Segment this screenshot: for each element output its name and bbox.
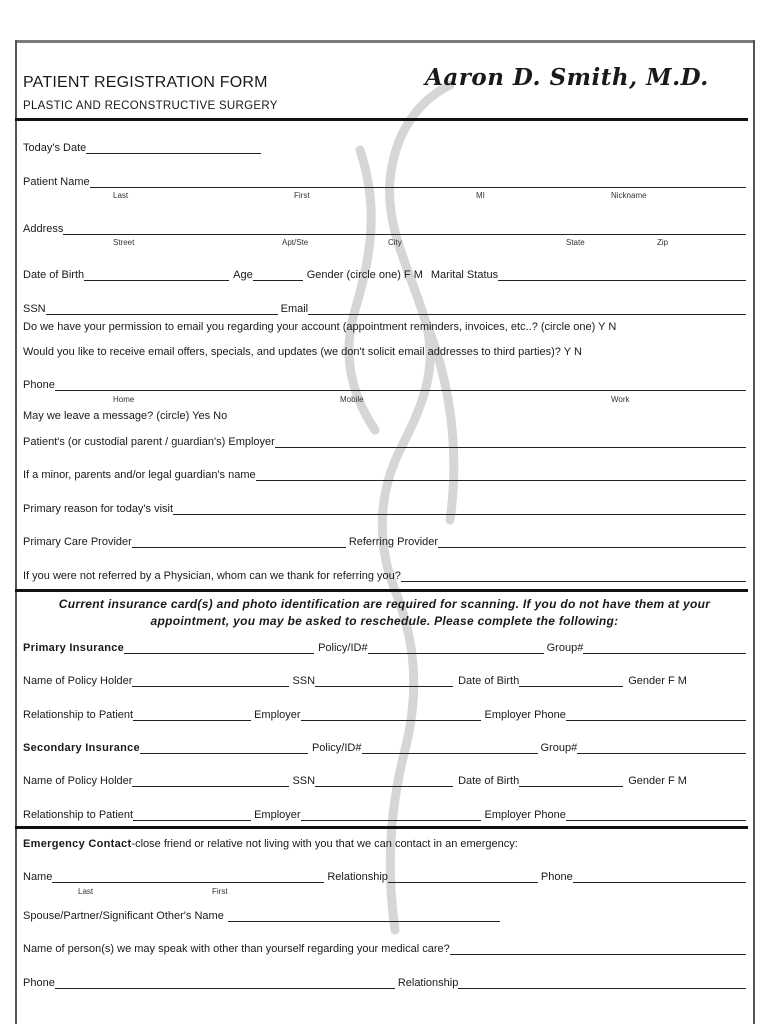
emergency-name-label: Name xyxy=(23,871,53,883)
age-field[interactable] xyxy=(253,270,303,281)
primary-holder-label: Name of Policy Holder xyxy=(23,675,133,687)
emergency-sub-last: Last xyxy=(78,887,94,896)
primary-group-field[interactable] xyxy=(583,643,746,654)
dob-field[interactable] xyxy=(84,270,229,281)
minor-row xyxy=(23,465,746,481)
speak-with-row xyxy=(23,939,746,955)
secondary-holder-row xyxy=(23,771,746,787)
secondary-insurance-label: Secondary Insurance xyxy=(23,742,140,754)
speak-with-label: Name of person(s) we may speak with other than yourself regarding your medical care? xyxy=(23,943,450,955)
primary-insurance-row xyxy=(23,638,746,654)
primary-policy-label: Policy/ID# xyxy=(318,642,368,654)
secondary-gender-label: Gender F M xyxy=(628,775,687,787)
secondary-insurance-field[interactable] xyxy=(140,743,308,754)
primary-ssn-label: SSN xyxy=(292,675,316,687)
phone-sub-mobile: Mobile xyxy=(340,395,364,404)
secondary-insurance-row xyxy=(23,738,746,754)
primary-relationship-row xyxy=(23,705,746,721)
phone-sub-home: Home xyxy=(113,395,135,404)
primary-ssn-field[interactable] xyxy=(315,676,453,687)
name-sub-first: First xyxy=(294,191,310,200)
doctor-name: Aaron D. Smith, M.D. xyxy=(425,64,709,91)
address-sub-apt: Apt/Ste xyxy=(282,238,309,247)
address-sub-street: Street xyxy=(113,238,135,247)
spouse-row xyxy=(23,906,746,922)
leave-message-text: May we leave a message? (circle) Yes No xyxy=(23,410,228,422)
secondary-employer-phone-field[interactable] xyxy=(566,810,746,821)
referring-field[interactable] xyxy=(438,537,746,548)
not-referred-label: If you were not referred by a Physician, whom can we thank for referring you? xyxy=(23,570,401,582)
phone-label: Phone xyxy=(23,379,55,391)
emergency-name-row xyxy=(23,867,746,883)
emergency-heading-rest: -close friend or relative not living with you that we can contact in an emergency: xyxy=(131,838,518,850)
primary-group-label: Group# xyxy=(546,642,584,654)
primary-dob-label: Date of Birth xyxy=(458,675,520,687)
todays-date-row xyxy=(23,138,746,154)
secondary-group-label: Group# xyxy=(540,742,578,754)
emergency-phone2-field[interactable] xyxy=(55,978,395,989)
primary-holder-field[interactable] xyxy=(132,676,289,687)
ssn-label: SSN xyxy=(23,303,46,315)
name-sub-mi: MI xyxy=(476,191,485,200)
secondary-employer-phone-label: Employer Phone xyxy=(484,809,566,821)
secondary-ssn-label: SSN xyxy=(292,775,316,787)
employer-label: Patient's (or custodial parent / guardian's) Employer xyxy=(23,436,275,448)
primary-employer-field[interactable] xyxy=(301,710,481,721)
todays-date-field[interactable] xyxy=(86,143,261,154)
insurance-notice-line1: Current insurance card(s) and photo identification are required for scanning. If you do not have them at your xyxy=(58,597,711,611)
pcp-field[interactable] xyxy=(132,537,346,548)
secondary-group-field[interactable] xyxy=(577,743,746,754)
speak-with-field[interactable] xyxy=(450,944,746,955)
primary-employer-phone-label: Employer Phone xyxy=(484,709,566,721)
reason-field[interactable] xyxy=(173,504,746,515)
spouse-field[interactable] xyxy=(228,911,500,922)
address-field[interactable] xyxy=(63,224,746,235)
primary-insurance-field[interactable] xyxy=(124,643,314,654)
patient-name-row xyxy=(23,172,746,188)
insurance-notice xyxy=(23,596,746,630)
form-subtitle: PLASTIC AND RECONSTRUCTIVE SURGERY xyxy=(23,100,278,112)
emergency-phone-field[interactable] xyxy=(573,872,746,883)
phone-field[interactable] xyxy=(55,380,746,391)
reason-label: Primary reason for today's visit xyxy=(23,503,174,515)
primary-gender-label: Gender F M xyxy=(628,675,687,687)
top-border xyxy=(15,40,755,43)
email-permission-row xyxy=(23,317,746,333)
emergency-heading-row xyxy=(23,834,746,850)
emergency-relationship-field[interactable] xyxy=(388,872,538,883)
emergency-phone2-row xyxy=(23,973,746,989)
emergency-relationship-label: Relationship xyxy=(327,871,388,883)
phone-sub-work: Work xyxy=(611,395,630,404)
emergency-heading: Emergency Contact xyxy=(23,838,132,850)
secondary-holder-field[interactable] xyxy=(132,776,289,787)
insurance-divider xyxy=(15,589,748,592)
secondary-dob-label: Date of Birth xyxy=(458,775,520,787)
secondary-relationship-row xyxy=(23,805,746,821)
emergency-name-field[interactable] xyxy=(52,872,324,883)
leave-message-row xyxy=(23,406,746,422)
not-referred-row xyxy=(23,566,746,582)
secondary-relationship-field[interactable] xyxy=(133,810,251,821)
email-permission-text: Do we have your permission to email you regarding your account (appointment reminders, invoices, etc..? (circle one) Y N xyxy=(23,321,617,333)
patient-name-field[interactable] xyxy=(90,177,746,188)
secondary-employer-field[interactable] xyxy=(301,810,481,821)
secondary-relationship-label: Relationship to Patient xyxy=(23,809,134,821)
primary-relationship-label: Relationship to Patient xyxy=(23,709,134,721)
minor-label: If a minor, parents and/or legal guardian's name xyxy=(23,469,256,481)
gender-label: Gender (circle one) F M xyxy=(306,269,423,281)
left-border xyxy=(15,40,17,1024)
minor-field[interactable] xyxy=(256,470,746,481)
patient-name-label: Patient Name xyxy=(23,176,90,188)
primary-insurance-label: Primary Insurance xyxy=(23,642,125,654)
marital-field[interactable] xyxy=(498,270,746,281)
pcp-label: Primary Care Provider xyxy=(23,536,132,548)
secondary-holder-label: Name of Policy Holder xyxy=(23,775,133,787)
name-sub-nickname: Nickname xyxy=(611,191,647,200)
emergency-phone2-label: Phone xyxy=(23,977,55,989)
secondary-policy-label: Policy/ID# xyxy=(311,742,362,754)
dob-row xyxy=(23,265,746,281)
secondary-dob-field[interactable] xyxy=(519,776,623,787)
address-sub-city: City xyxy=(388,238,402,247)
email-offers-text: Would you like to receive email offers, specials, and updates (we don't solicit email addresses to third parties)? Y N xyxy=(23,346,582,358)
email-field[interactable] xyxy=(308,304,746,315)
marital-label: Marital Status xyxy=(430,269,499,281)
primary-policy-field[interactable] xyxy=(368,643,544,654)
primary-dob-field[interactable] xyxy=(519,676,623,687)
insurance-notice-line2: appointment, you may be asked to reschedule. Please complete the following: xyxy=(150,614,619,628)
email-label: Email xyxy=(280,303,309,315)
header-divider xyxy=(15,118,748,121)
todays-date-label: Today's Date xyxy=(23,142,87,154)
emergency-relationship2-label: Relationship xyxy=(397,977,459,989)
address-label: Address xyxy=(23,223,64,235)
ssn-row xyxy=(23,299,746,315)
age-label: Age xyxy=(233,269,253,281)
secondary-policy-field[interactable] xyxy=(362,743,538,754)
primary-relationship-field[interactable] xyxy=(133,710,251,721)
emergency-divider xyxy=(15,826,748,829)
address-sub-zip: Zip xyxy=(657,238,669,247)
not-referred-field[interactable] xyxy=(401,571,746,582)
spouse-label: Spouse/Partner/Significant Other's Name xyxy=(23,910,224,922)
emergency-phone-label: Phone xyxy=(540,871,573,883)
employer-field[interactable] xyxy=(275,437,746,448)
reason-row xyxy=(23,499,746,515)
phone-row xyxy=(23,375,746,391)
emergency-relationship2-field[interactable] xyxy=(458,978,746,989)
pcp-row xyxy=(23,532,746,548)
email-offers-row xyxy=(23,342,746,358)
dob-label: Date of Birth xyxy=(23,269,85,281)
employer-row xyxy=(23,432,746,448)
right-border xyxy=(753,40,755,1024)
form-title: PATIENT REGISTRATION FORM xyxy=(23,74,268,91)
address-sub-state: State xyxy=(566,238,585,247)
secondary-ssn-field[interactable] xyxy=(315,776,453,787)
primary-holder-row xyxy=(23,671,746,687)
ssn-field[interactable] xyxy=(46,304,278,315)
emergency-sub-first: First xyxy=(212,887,228,896)
referring-label: Referring Provider xyxy=(348,536,439,548)
primary-employer-label: Employer xyxy=(254,709,301,721)
name-sub-last: Last xyxy=(113,191,129,200)
address-row xyxy=(23,219,746,235)
primary-employer-phone-field[interactable] xyxy=(566,710,746,721)
secondary-employer-label: Employer xyxy=(254,809,301,821)
